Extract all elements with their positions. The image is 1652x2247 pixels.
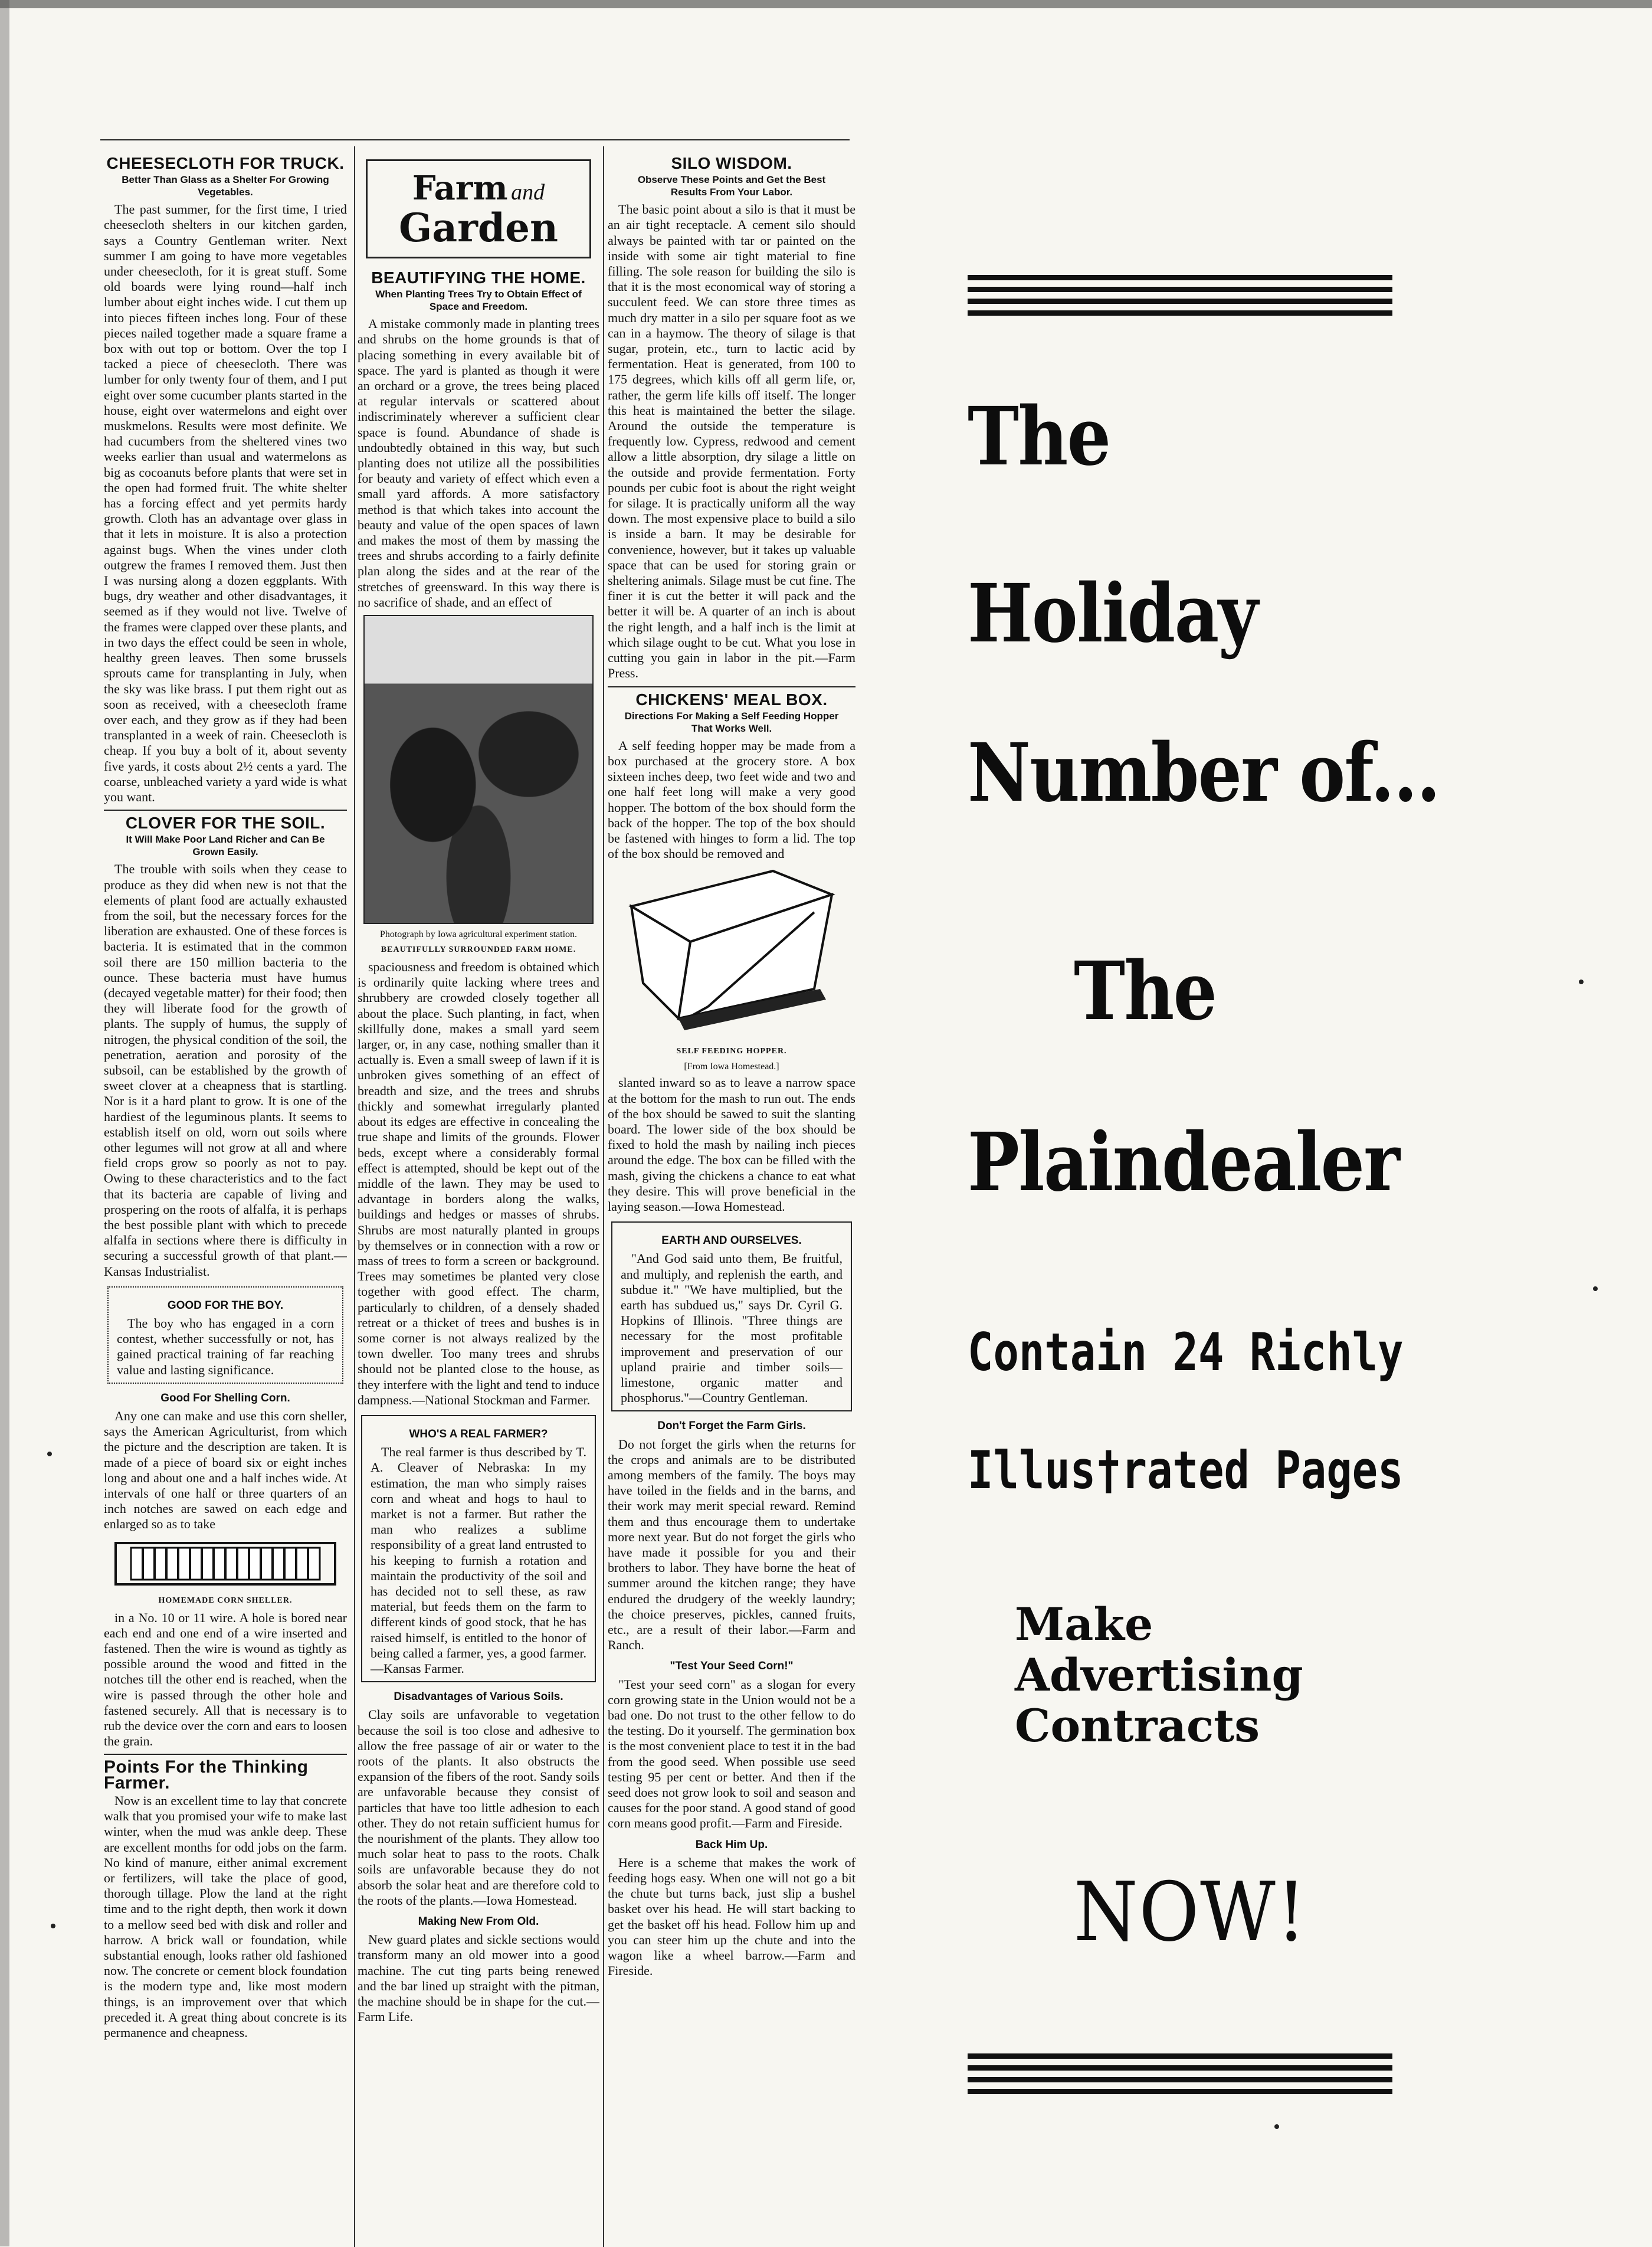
print-speck xyxy=(51,1924,55,1928)
print-speck xyxy=(47,1452,52,1456)
article-title: SILO WISDOM. xyxy=(671,155,792,172)
article-body: The trouble with soils when they cease to produce as they did when new is not that the elements of plant food are actually exhausted from the soil, but the necessary forces for the liberation are exhausted. One of these forces is bacteria. It is estimated that in the common soil there are 150 million bacteria to the ounce. These bacteria must have humus (decayed vegetable matter) for their food; then they will liberate food for the growth of plants. The supply of humus, the supply of nitrogen, the physical condition of the soil, the penetration, aeration and porosity of the subsoil, can be established by the growth of sweet clover at a cheapness that is startling. Nor is it a hard plant to grow. It is one of the hardiest of the leguminous plants. It seems to establish itself on old, worn out soils where other legumes will not grow at all and where field crops grow so poorly as not to pay. Owing to these characteristics and to the fact that its bacteria are capable of living and prospering on the roots of alfalfa, it is perhaps the best possible plant with which to precede alfalfa in sections where there is difficulty in securing a successful growth of that plant.—Kansas Industrialist. xyxy=(104,862,347,1279)
page-left-edge xyxy=(0,0,9,2246)
box-body: "And God said unto them, Be fruitful, and multiply, and replenish the earth, and subdue it." "We have multiplied, but the earth has subdued us," says Dr. Cyril G. Hopkins of Illinois. "Three things are necessary for the most profitable improvement and preservation of our upland prairie and timber soils—limestone, organic matter and phosphorus."—Country Gentleman. xyxy=(621,1251,843,1406)
article-title: Back Him Up. xyxy=(695,1838,768,1851)
holiday-number-advertisement xyxy=(897,0,1652,2246)
article-title: Disadvantages of Various Soils. xyxy=(394,1691,563,1704)
article-body: A mistake commonly made in planting trees and shrubs on the home grounds is that of placing something in every available bit of space. The yard is planted as though it were an orchard or a grove, the trees being placed at regular intervals or scattered about indiscriminately wherever a sufficient clear space is found. Abundance of shade is undoubtedly obtained in this way, but such planting does not utilize all the possibilities for beauty and variety of effect which even a small yard affords. A more satisfactory method is that which takes into account the beauty and value of the open spaces of lawn and makes the most of them by massing the trees and shrubs according to a fairly definite plan along the sides and at the rear of the stretches of greensward. In this way there is no sacrifice of shade, and an effect of xyxy=(358,316,599,610)
illustration-credit: [From Iowa Homestead.] xyxy=(684,1062,779,1072)
column-2 xyxy=(358,155,599,2243)
photo-credit: Photograph by Iowa agricultural experiment station. xyxy=(379,929,578,940)
farm-and-garden-heading xyxy=(366,159,591,258)
column-3 xyxy=(608,155,856,2243)
column-rule xyxy=(354,146,355,2247)
box-body: The boy who has engaged in a corn contest, whether successfully or not, has gained practical training of far reaching value and lasting significance. xyxy=(117,1316,334,1377)
article-title: Making New From Old. xyxy=(418,1915,539,1928)
boxed-note xyxy=(611,1221,852,1411)
article-divider xyxy=(104,1754,347,1755)
article-body: "Test your seed corn" as a slogan for every corn growing state in the Union would not be a bad one. Do not trust to the other fellow to do the testing. Do it yourself. The germination box is the most convenient place to test it in the bad from the good seed. When possible use seed testing 95 per cent or better. And then if the seed does not grow look to soil and season and causes for the poor stand. A good stand of good corn means good profit.—Farm and Fireside. xyxy=(608,1676,856,1831)
heading-word: Farm xyxy=(412,169,508,208)
ad-line: Illus†rated Pages xyxy=(968,1440,1404,1501)
article-body: Any one can make and use this corn sheller, says the American Agriculturist, from which the picture and the description are taken. It is made of a piece of board six or eight inches long and about one and a half inches wide. At intervals of one half or three quarters of an inch notches are sawed on each edge and enlarged so as to take xyxy=(104,1409,347,1532)
article-title: Don't Forget the Farm Girls. xyxy=(657,1420,806,1433)
article-body: Here is a scheme that makes the work of feeding hogs easy. When one will not go a bit the chute but turns back, just slip a bushel basket over his head. He will start backing to get the basket off his head. Follow him up and you can steer him up the chute and into the wagon like a wheel barrow.—Farm and Fireside. xyxy=(608,1855,856,1979)
article-body: spaciousness and freedom is obtained which is ordinarily quite lacking where trees and shrubbery are crowded closely together all about the place. Such planting, in fact, when skillfully done, makes a small yard seem larger, or, in any case, nothing smaller than it actually is. Even a small sweep of lawn if it is unbroken gives something of an effect of breadth and size, and the trees and shrubs thickly and somewhat irregularly planted about its edges are effective in concealing the true shape and limits of the grounds. Flower beds, except where a considerably formal effect is attempted, should be kept out of the middle of the lawn. They may be used to advantage in borders along the walks, buildings and hedges or masses of shrubs. Shrubs are most naturally planted in groups by themselves or in connection with a row or mass of trees to form a screen or background. Trees may sometimes be planted very close together with good effect. The charm, particularly to children, of a densely shaded retreat or a thicket of trees and bushes is in some corner is not always realized by the town dweller. Too many trees and shrubs should not be planted close to the house, as they interfere with the light and tend to induce dampness.—National Stockman and Farmer. xyxy=(358,959,599,1407)
article-title: CHICKENS' MEAL BOX. xyxy=(635,690,828,709)
heading-word: Garden xyxy=(398,205,559,251)
ad-line: Contain 24 Richly xyxy=(968,1322,1404,1383)
article-title: "Test Your Seed Corn!" xyxy=(670,1660,794,1673)
box-title: WHO'S A REAL FARMER? xyxy=(409,1427,548,1440)
top-rule xyxy=(100,139,850,140)
article-body: The past summer, for the first time, I tried cheesecloth shelters in our kitchen garden, says a Country Gentleman writer. Next summer I am going to have more vegetables under cheesecloth, for it is great stuff. Some old boards were lying round—half inch lumber about eight inches wide. I cut them up into pieces fifteen inches long. Four of these pieces nailed together made a square frame a box with out top or bottom. Over the top I tacked a piece of cheesecloth. There was lumber for only twenty four of them, and I put eight over some cucumber plants started in the house, eight over watermelons and eight over muskmelons. Results were most definite. We had cucumbers from the sheltered vines two weeks earlier than usual and watermelons as big as cocoanuts before plants that were set in the open had formed fruit. The white shelter has a forcing effect and yet permits hardy growth. Cloth has an advantage over glass in that it lets in moisture. It is also a protection against bugs. When the vines under cloth outgrew the frames I removed them. Just then I was nursing along a dozen eggplants. With bugs, dry weather and other disadvantages, it seemed as if they would not live. Twelve of the frames were clapped over these plants, and in two days the effect could be seen in whole, healthy green leaves. Then some brussels sprouts came for transplanting in July, when the sky was like brass. I put them right out as soon as received, with a cheesecloth frame over each, and they grow as if they had been transplanted in a week of rain. Cheesecloth is cheap. If you buy a bolt of it, about seventy five yards, it costs about 2½ cents a yard. The coarse, unbleached variety a yard wide is what you want. xyxy=(104,202,347,804)
article-body: Clay soils are unfavorable to vegetation because the soil is too close and adhesive to allow the free passage of air or water to the roots of the plants. It also obstructs the expansion of the fibers of the root. Sandy soils are unfavorable because they consist of particles that have too little adhesion to each other. They do not retain sufficient humus for the nourishment of the plants. They allow too much solar heat to pass to the roots. Chalk soils are unfavorable because they do not absorb the solar heat and are therefore cold to the roots of the plants.—Iowa Homestead. xyxy=(358,1707,599,1908)
article-title: Points For the Thinking Farmer. xyxy=(104,1757,309,1793)
ad-make xyxy=(1015,1599,1303,1751)
article-title: BEAUTIFYING THE HOME. xyxy=(371,268,586,287)
decorative-stripes-top xyxy=(968,275,1392,322)
box-title: EARTH AND OURSELVES. xyxy=(661,1234,802,1247)
article-subtitle: Better Than Glass as a Shelter For Growing Vegetables. xyxy=(122,174,329,198)
article-body: Now is an excellent time to lay that concrete walk that you promised your wife to make last winter, when the mud was ankle deep. These are excellent months for odd jobs on the farm. No kind of manure, either animal excrement or fertilizers, will take the place of good, thorough tillage. Plow the land at the right time and to the right depth, then work it down to a mellow seed bed with disk and roller and harrow. A brick wall or foundation, while substantial enough, looks rather old fashioned now. The concrete or cement block foundation is the modern type and, like most modern things, is an improvement over that which preceded it. A great thing about concrete is its permanence and cheapness. xyxy=(104,1793,347,2040)
article-subtitle: Directions For Making a Self Feeding Hopper That Works Well. xyxy=(624,710,839,734)
article-body: Do not forget the girls when the returns for the crops and animals are to be distributed among members of the family. The boys may have toiled in the fields and in the barns, and their work may merit special reward. Remind them and thus encourage them to undertake more next year. But do not forget the girls who have made it possible for you and their brothers to labor. They have borne the heat of summer around the kitchen range; they have endured the drudgery of the weekly laundry; the choice preserves, pickles, canned fruits, etc., are a result of their labor.—Farm and Ranch. xyxy=(608,1436,856,1653)
ad-line: Make xyxy=(1015,1598,1153,1650)
column-1 xyxy=(104,155,347,2243)
print-speck xyxy=(1274,2124,1279,2129)
ad-line: The xyxy=(1074,944,1217,1039)
box-body: The real farmer is thus described by T. A. Cleaver of Nebraska: In my estimation, the man who simply raises corn and wheat and hogs to haul to market is not a farmer. But rather the man who realizes a sublime responsibility of a great land entrusted to his keeping to furnish a rotation and maintain the productivity of the soil and has decided not to sell these, as raw material, but feeds them on the farm to different kinds of good stock, that he has raised himself, is entitled to the honor of being called a farmer, yes, a good farmer.—Kansas Farmer. xyxy=(371,1444,586,1676)
boxed-note xyxy=(361,1415,596,1682)
article-body: The basic point about a silo is that it must be an air tight receptacle. A cement silo should always be painted with tar or painted on the inside with some air tight material to fine filling. The sole reason for building the silo is that it is the most economical way of storing a succulent feed. We can store three times as much dry matter in a silo per square foot as we can in a haymow. The theory of silage is that sugar, protein, etc., turn to lactic acid by fermentation. Heat is generated, from 100 to 175 degrees, which kills off all germ life, or, rather, the germ life kills off itself. The longer this heat is maintained the better the silage. Around the outside the temperature is frequently low. Cypress, redwood and cement allow a little absorption, dry silage a little on the outside and provide fermentation. Forty pounds per cubic foot is about the right weight for silage. It is practically uniform all the way down. The most expensive place to build a silo is inside a barn. It may be desirable for convenience, however, but it takes up valuable space that can be used for storing grain or sheltering animals. Silage must be cut fine. The finer it is cut the better it will pack and the better it will be. A quarter of an inch is about the right length, and a half inch is the limit at which silage ought to be cut. What you lose in cutting you gain in labor in the pit.—Farm Press. xyxy=(608,202,856,681)
ad-line: Contracts xyxy=(1015,1699,1260,1752)
article-body: slanted inward so as to leave a narrow space at the bottom for the mash to run out. The ends of the box should be sawed to suit the slanting board. The lower side of the box should be fixed to hold the mash by nailing inch pieces around the edge. The box can be filled with the mash, giving the chickens a chance to eat what they desire. This will prove beneficial in the laying season.—Iowa Homestead. xyxy=(608,1075,856,1214)
column-rule xyxy=(603,146,604,2247)
ad-line: The xyxy=(968,389,1110,484)
article-subtitle: It Will Make Poor Land Richer and Can Be Grown Easily. xyxy=(126,834,325,858)
feeding-hopper-illustration xyxy=(620,865,844,1042)
farm-home-photograph xyxy=(363,615,594,924)
illustration-caption: SELF FEEDING HOPPER. xyxy=(676,1047,787,1056)
article-body: New guard plates and sickle sections would transform many an old mower into a good machine. The cut ting parts being renewed and the bar lined up straight with the pitman, the machine should be in shape for the cut.—Farm Life. xyxy=(358,1932,599,2025)
corn-sheller-illustration xyxy=(113,1537,337,1590)
ad-line: Plaindealer xyxy=(968,1115,1399,1210)
heading-word: and xyxy=(511,180,545,205)
decorative-stripes-bottom xyxy=(968,2053,1392,2101)
article-title: CHEESECLOTH FOR TRUCK. xyxy=(106,155,345,172)
boxed-note xyxy=(107,1286,343,1384)
article-title: Good For Shelling Corn. xyxy=(160,1391,290,1404)
article-divider xyxy=(608,686,856,687)
print-speck xyxy=(1579,980,1584,984)
ad-now: NOW! xyxy=(1074,1865,1307,1960)
article-body: A self feeding hopper may be made from a box purchased at the grocery store. A box sixteen inches deep, two feet wide and two and one half feet long will make a very good hopper. The bottom of the box should form the back of the hopper. The top of the box should be fastened with hinges to form a lid. The top of the box should be removed and xyxy=(608,738,856,862)
article-body: in a No. 10 or 11 wire. A hole is bored near each end and one end of a wire inserted and fastened. Then the wire is wound as tightly as possible around the wood and fitted in the notches till the other end is reached, when the wire is passed through the other hole and fastened securely. All that is necessary is to rub the device over the corn and ears to loosen the grain. xyxy=(104,1610,347,1749)
article-subtitle: When Planting Trees Try to Obtain Effect of Space and Freedom. xyxy=(375,289,582,313)
photo-caption: BEAUTIFULLY SURROUNDED FARM HOME. xyxy=(381,945,576,955)
article-divider xyxy=(104,810,347,811)
illustration-caption: HOMEMADE CORN SHELLER. xyxy=(158,1596,293,1605)
article-subtitle: Observe These Points and Get the Best Results From Your Labor. xyxy=(637,174,826,198)
ad-line: Holiday xyxy=(968,566,1257,661)
print-speck xyxy=(1593,1286,1598,1291)
box-title: GOOD FOR THE BOY. xyxy=(167,1299,284,1312)
ad-line: Number of... xyxy=(968,726,1440,820)
article-title: CLOVER FOR THE SOIL. xyxy=(125,814,326,833)
ad-line: Advertising xyxy=(1015,1649,1303,1701)
